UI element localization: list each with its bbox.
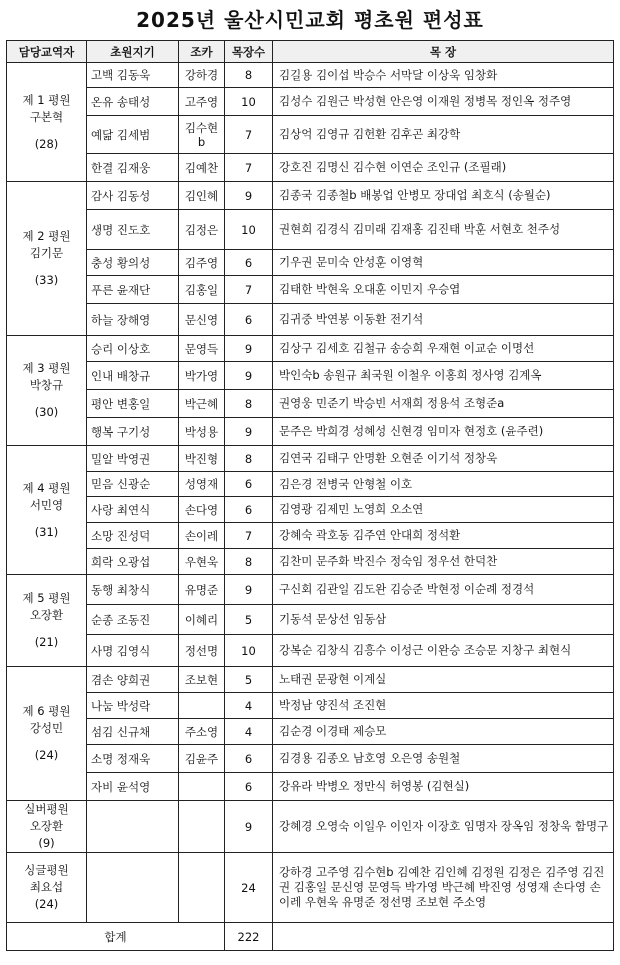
group-name: 제 1 평원	[22, 92, 71, 107]
group-count: (28)	[34, 136, 59, 151]
joka-cell: 유명준	[179, 575, 225, 605]
group-count: (24)	[34, 897, 59, 911]
group-leader: 오장환	[29, 819, 64, 833]
group-name: 제 2 평원	[22, 229, 71, 243]
keeper-cell: 고백 김동욱	[87, 63, 179, 88]
members-cell: 김영광 김제민 노영희 오소연	[273, 497, 614, 523]
group-leader: 강성민	[29, 721, 64, 735]
keeper-cell: 믿음 신광순	[87, 472, 179, 497]
group-count: (9)	[38, 836, 55, 850]
table-row	[7, 773, 614, 801]
joka-cell: 우현욱	[179, 549, 225, 575]
num-cell: 9	[225, 182, 273, 210]
group-cell	[7, 667, 87, 801]
num-cell: 6	[225, 472, 273, 497]
members-cell: 김은경 전병국 안형철 이호	[273, 472, 614, 497]
keeper-cell: 하늘 장해영	[87, 304, 179, 336]
members-cell: 강복순 김창식 김흥수 이성근 이완승 조승문 지창구 최현식	[273, 635, 614, 667]
group-cell	[7, 336, 87, 446]
table-row	[7, 472, 614, 497]
num-cell: 9	[225, 336, 273, 362]
table-row	[7, 853, 614, 923]
members-cell: 문주은 박희경 성혜성 신현경 임미자 현정호 (윤주련)	[273, 418, 614, 446]
joka-cell: 문신영	[179, 304, 225, 336]
table-row	[7, 182, 614, 210]
group-leader: 구본혁	[29, 109, 64, 124]
members-cell: 노태권 문광현 이계실	[273, 667, 614, 693]
num-cell: 8	[225, 549, 273, 575]
group-count: (24)	[34, 748, 59, 762]
members-cell: 김경용 김종오 남호영 오은영 송원철	[273, 745, 614, 773]
group-name: 제 4 평원	[22, 480, 71, 495]
num-cell: 10	[225, 88, 273, 116]
header-joka: 조카	[179, 41, 225, 63]
group-leader: 서민영	[29, 497, 64, 512]
num-cell: 6	[225, 497, 273, 523]
num-cell: 8	[225, 63, 273, 88]
members-cell: 강하경 고주영 김수현b 김예찬 김인혜 김정원 김정은 김주영 김진권 김홍일 문신영 문영득 박가영 박근혜 박진영 성영재 손다영 손이레 우현욱 유명준 정선명 조보현 주소영	[273, 853, 614, 923]
group-name: 제 3 평원	[22, 361, 71, 375]
page-title: 2025년 울산시민교회 평초원 편성표	[136, 8, 484, 32]
joka-cell: 박근혜	[179, 390, 225, 418]
num-cell: 10	[225, 635, 273, 667]
members-cell: 김연국 김태구 안명환 오현준 이기석 정창욱	[273, 446, 614, 472]
joka-cell: 김예찬	[179, 154, 225, 182]
num-cell: 5	[225, 667, 273, 693]
table-row	[7, 154, 614, 182]
joka-cell: 손이레	[179, 523, 225, 549]
keeper-cell: 동행 최창식	[87, 575, 179, 605]
members-cell: 강혜숙 곽호동 김주연 안대희 정석환	[273, 523, 614, 549]
keeper-cell: 밀알 박영권	[87, 446, 179, 472]
keeper-cell: 사랑 최연식	[87, 497, 179, 523]
table-row	[7, 635, 614, 667]
table-row	[7, 116, 614, 154]
roster-table	[6, 40, 614, 951]
num-cell: 7	[225, 523, 273, 549]
joka-cell: 박성용	[179, 418, 225, 446]
num-cell: 7	[225, 276, 273, 304]
num-cell: 9	[225, 418, 273, 446]
keeper-cell: 섬김 신규채	[87, 719, 179, 745]
table-row	[7, 304, 614, 336]
num-cell: 9	[225, 362, 273, 390]
members-cell: 김귀중 박연봉 이동환 전기석	[273, 304, 614, 336]
num-cell: 8	[225, 446, 273, 472]
keeper-cell	[87, 853, 179, 923]
num-cell: 4	[225, 719, 273, 745]
table-row	[7, 446, 614, 472]
keeper-cell: 사명 김영식	[87, 635, 179, 667]
table-row	[7, 88, 614, 116]
group-name: 제 5 평원	[22, 591, 71, 605]
num-cell: 7	[225, 154, 273, 182]
keeper-cell: 푸른 윤재단	[87, 276, 179, 304]
table-row	[7, 605, 614, 635]
keeper-cell: 평안 변홍일	[87, 390, 179, 418]
num-cell: 9	[225, 801, 273, 853]
group-leader: 박창규	[29, 378, 64, 392]
keeper-cell: 충성 황의성	[87, 250, 179, 276]
num-cell: 7	[225, 116, 273, 154]
members-cell: 기동석 문상선 임동삼	[273, 605, 614, 635]
group-count: (21)	[34, 635, 59, 649]
num-cell: 8	[225, 390, 273, 418]
joka-cell	[179, 801, 225, 853]
joka-cell: 박진형	[179, 446, 225, 472]
total-label: 합계	[7, 923, 225, 951]
members-cell: 김상억 김영규 김헌환 김후곤 최강학	[273, 116, 614, 154]
members-cell: 강호진 김명신 김수현 이연순 조인규 (조필래)	[273, 154, 614, 182]
header-row	[7, 41, 614, 63]
total-members-cell	[273, 923, 614, 951]
group-leader: 최요섭	[29, 880, 64, 894]
members-cell: 김길용 김이섭 박승수 서막달 이상욱 임창화	[273, 63, 614, 88]
group-cell	[7, 63, 87, 182]
num-cell: 4	[225, 693, 273, 719]
table-row	[7, 390, 614, 418]
num-cell: 6	[225, 304, 273, 336]
group-leader: 김기문	[29, 246, 64, 260]
joka-cell: 정선명	[179, 635, 225, 667]
table-row	[7, 497, 614, 523]
keeper-cell: 승리 이상호	[87, 336, 179, 362]
table-row	[7, 336, 614, 362]
joka-cell: 김정은	[179, 210, 225, 250]
num-cell: 6	[225, 745, 273, 773]
num-cell: 24	[225, 853, 273, 923]
keeper-cell: 겸손 양희권	[87, 667, 179, 693]
num-cell: 5	[225, 605, 273, 635]
keeper-cell	[87, 801, 179, 853]
keeper-cell: 순종 조동진	[87, 605, 179, 635]
header-keeper: 초원지기	[87, 41, 179, 63]
members-cell: 김종국 김종철b 배봉업 안병모 장대업 최호식 (송월순)	[273, 182, 614, 210]
group-leader: 오장환	[29, 608, 64, 622]
table-row	[7, 801, 614, 853]
joka-cell: 고주영	[179, 88, 225, 116]
members-cell: 박정남 양진석 조진현	[273, 693, 614, 719]
group-cell	[7, 801, 87, 853]
table-row	[7, 210, 614, 250]
joka-cell: 박가영	[179, 362, 225, 390]
keeper-cell: 희락 오광섭	[87, 549, 179, 575]
table-row	[7, 523, 614, 549]
joka-cell: 문영득	[179, 336, 225, 362]
joka-cell: 성영재	[179, 472, 225, 497]
keeper-cell: 자비 윤석영	[87, 773, 179, 801]
header-members: 목 장	[273, 41, 614, 63]
keeper-cell: 소명 정재욱	[87, 745, 179, 773]
keeper-cell: 예닮 김세범	[87, 116, 179, 154]
num-cell: 6	[225, 250, 273, 276]
keeper-cell: 생명 진도호	[87, 210, 179, 250]
total-value: 222	[225, 923, 273, 951]
members-cell: 권영웅 민준기 박승빈 서재희 정용석 조형준a	[273, 390, 614, 418]
joka-cell: 주소영	[179, 719, 225, 745]
joka-cell: 강하경	[179, 63, 225, 88]
total-row	[7, 923, 614, 951]
num-cell: 6	[225, 773, 273, 801]
joka-cell: 이혜리	[179, 605, 225, 635]
table-row	[7, 575, 614, 605]
joka-cell	[179, 693, 225, 719]
table-row	[7, 719, 614, 745]
table-row	[7, 693, 614, 719]
joka-cell: 손다영	[179, 497, 225, 523]
keeper-cell: 인내 배창규	[87, 362, 179, 390]
members-cell: 강혜경 오영숙 이일우 이인자 이장호 임명자 장옥임 정창욱 함명구	[273, 801, 614, 853]
num-cell: 9	[225, 575, 273, 605]
keeper-cell: 행복 구기성	[87, 418, 179, 446]
group-count: (30)	[34, 405, 59, 419]
group-name: 싱글평원	[24, 863, 69, 877]
table-row	[7, 63, 614, 88]
table-row	[7, 549, 614, 575]
group-name: 실버평원	[24, 802, 69, 816]
joka-cell	[179, 853, 225, 923]
table-row	[7, 745, 614, 773]
table-row	[7, 362, 614, 390]
table-row	[7, 276, 614, 304]
joka-cell: 김주영	[179, 250, 225, 276]
members-cell: 박인숙b 송원규 최국원 이철우 이홍희 정사영 김계옥	[273, 362, 614, 390]
group-cell	[7, 853, 87, 923]
group-cell	[7, 182, 87, 336]
group-count: (31)	[34, 524, 59, 539]
joka-cell: 김수현b	[179, 116, 225, 154]
members-cell: 김태한 박현욱 오대훈 이민지 우승엽	[273, 276, 614, 304]
members-cell: 김찬미 문주화 박진수 정숙임 정우선 한덕찬	[273, 549, 614, 575]
members-cell: 김성수 김원근 박성현 안은영 이재원 정병목 정인옥 정주영	[273, 88, 614, 116]
table-row	[7, 250, 614, 276]
header-count: 목장수	[225, 41, 273, 63]
joka-cell: 조보현	[179, 667, 225, 693]
keeper-cell: 나눔 박성락	[87, 693, 179, 719]
table-row	[7, 418, 614, 446]
members-cell: 강유라 박병오 정만식 허영봉 (김현실)	[273, 773, 614, 801]
joka-cell: 김윤주	[179, 745, 225, 773]
group-count: (33)	[34, 273, 59, 287]
members-cell: 권현희 김경식 김미래 김재홍 김진태 박훈 서현호 천주성	[273, 210, 614, 250]
joka-cell	[179, 773, 225, 801]
keeper-cell: 한결 김재웅	[87, 154, 179, 182]
table-row	[7, 667, 614, 693]
members-cell: 김순경 이경태 제승모	[273, 719, 614, 745]
joka-cell: 김인혜	[179, 182, 225, 210]
header-pastor: 담당교역자	[7, 41, 87, 63]
group-name: 제 6 평원	[22, 704, 71, 718]
keeper-cell: 감사 김동성	[87, 182, 179, 210]
keeper-cell: 소망 진성덕	[87, 523, 179, 549]
joka-cell: 김홍일	[179, 276, 225, 304]
num-cell: 10	[225, 210, 273, 250]
group-cell	[7, 575, 87, 667]
members-cell: 기우권 문미숙 안성훈 이영혁	[273, 250, 614, 276]
members-cell: 김상구 김세호 김철규 송승희 우재현 이교순 이명선	[273, 336, 614, 362]
group-cell	[7, 446, 87, 575]
keeper-cell: 온유 송태성	[87, 88, 179, 116]
members-cell: 구신회 김관일 김도완 김승준 박현정 이순례 정경석	[273, 575, 614, 605]
